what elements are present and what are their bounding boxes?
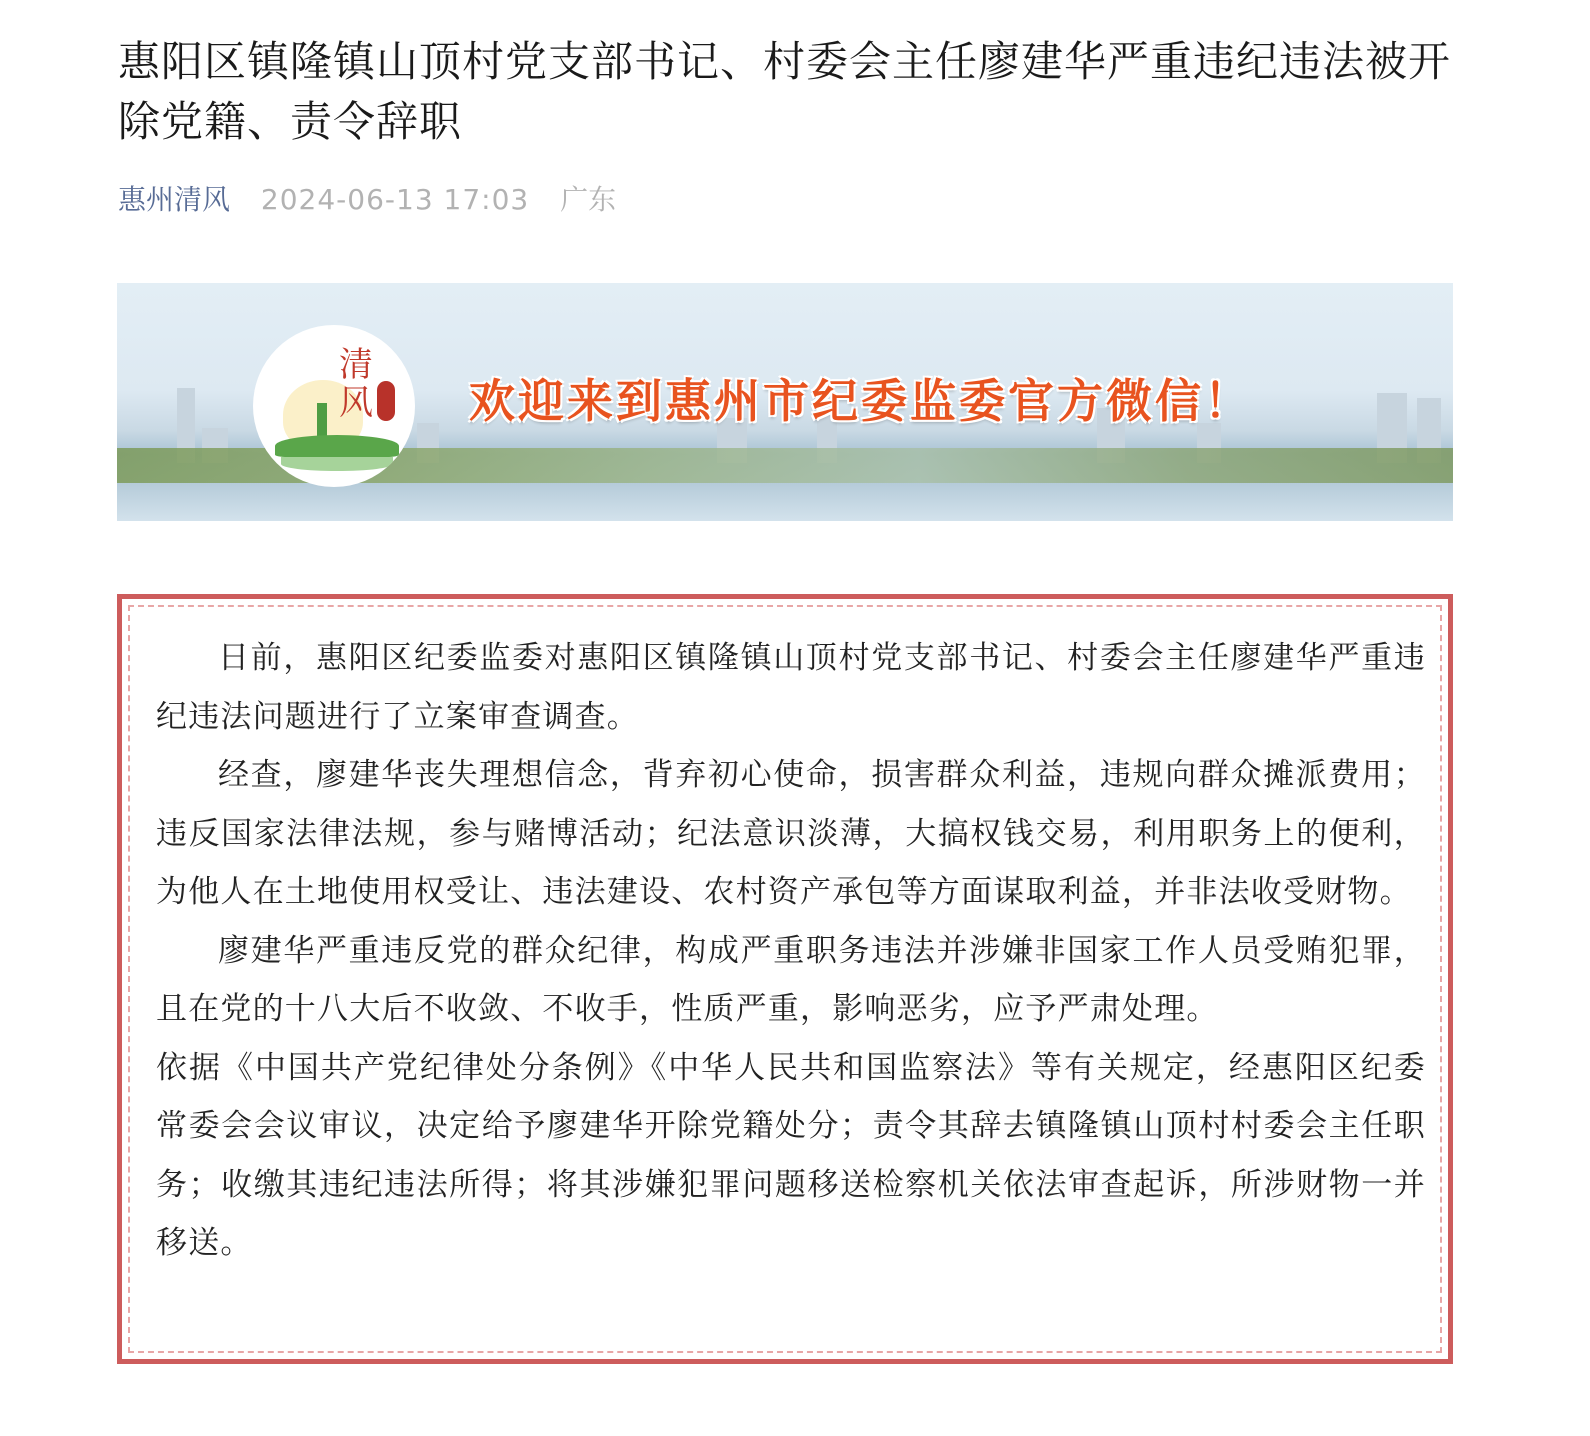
paragraph-1: 日前，惠阳区纪委监委对惠阳区镇隆镇山顶村党支部书记、村委会主任廖建华严重违纪违法问题进行了立案审查调查。	[156, 640, 1426, 735]
article-title: 惠阳区镇隆镇山顶村党支部书记、村委会主任廖建华严重违纪违法被开除党籍、责令辞职	[118, 37, 1452, 146]
logo-text-feng: 风	[339, 383, 373, 423]
publish-location: 广东	[560, 183, 617, 216]
hill-shape	[275, 435, 399, 457]
banner-headline: 欢迎来到惠州市纪委监委官方微信！	[469, 374, 1253, 428]
welcome-banner-image	[117, 283, 1453, 521]
account-name-link[interactable]: 惠州清风	[118, 183, 231, 216]
qingfeng-logo	[253, 325, 415, 487]
article-body	[156, 629, 1426, 1273]
paragraph-3: 廖建华严重违反党的群众纪律，构成严重职务违法并涉嫌非国家工作人员受贿犯罪，且在党的十八大后不收敛、不收手，性质严重，影响恶劣，应予严肃处理。	[156, 932, 1426, 1027]
article-meta	[118, 180, 616, 220]
reflection-shape	[281, 457, 393, 471]
river-water	[117, 483, 1453, 521]
paragraph-2: 经查，廖建华丧失理想信念，背弃初心使命，损害群众利益，违规向群众摊派费用；违反国家法律法规，参与赌博活动；纪法意识淡薄，大搞权钱交易，利用职务上的便利，为他人在土地使用权受让、违法建设、农村资产承包等方面谋取利益，并非法收受财物。	[156, 757, 1426, 910]
pagoda-icon	[317, 403, 327, 439]
logo-text-qing: 清	[339, 345, 373, 385]
paragraph-4: 依据《中国共产党纪律处分条例》《中华人民共和国监察法》等有关规定，经惠阳区纪委常委会会议审议，决定给予廖建华开除党籍处分；责令其辞去镇隆镇山顶村村委会主任职务；收缴其违纪违法所得；将其涉嫌犯罪问题移送检察机关依法审查起诉，所涉财物一并移送。	[156, 1049, 1426, 1261]
article-content-box	[117, 594, 1453, 1364]
red-seal-icon	[377, 381, 395, 421]
publish-date: 2024-06-13 17:03	[260, 183, 530, 216]
